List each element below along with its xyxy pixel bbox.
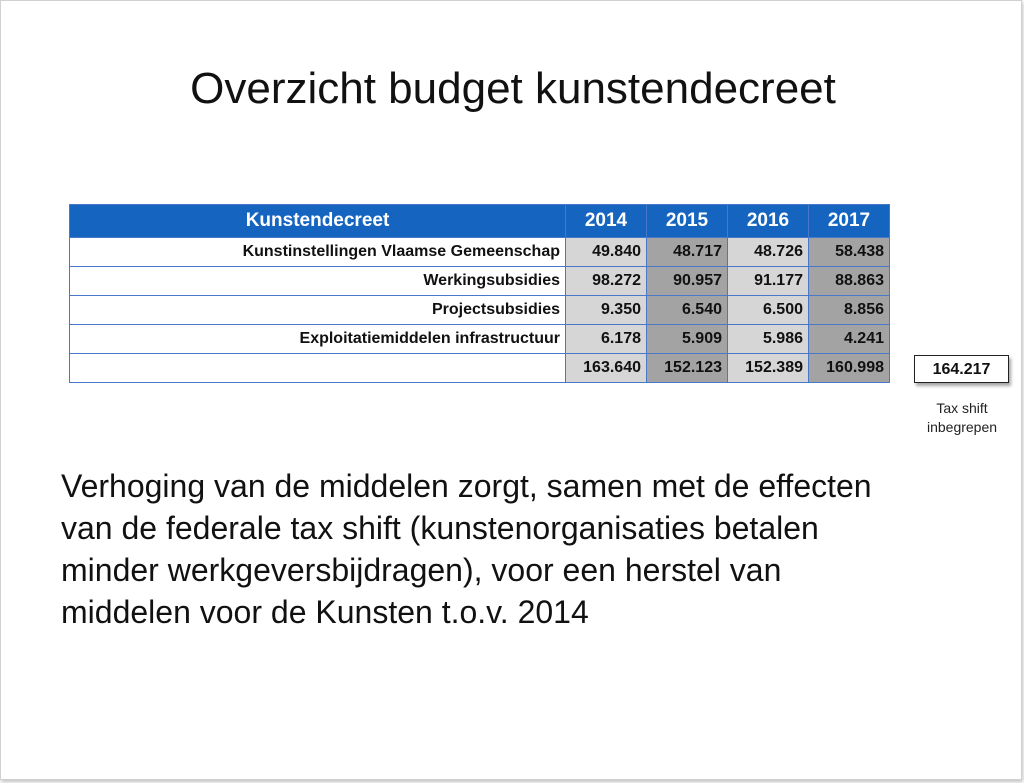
cell-value: 5.986 xyxy=(728,325,809,354)
cell-value: 9.350 xyxy=(566,296,647,325)
body-line: Verhoging van de middelen zorgt, samen met de effecten xyxy=(61,468,872,504)
budget-table xyxy=(69,204,890,383)
cell-value: 48.717 xyxy=(647,238,728,267)
total-box: 164.217 xyxy=(914,355,1009,383)
table-row xyxy=(70,238,890,267)
row-label: Werkingsubsidies xyxy=(70,267,566,296)
table-header-year: 2016 xyxy=(728,205,809,238)
cell-value: 4.241 xyxy=(809,325,890,354)
cell-value: 98.272 xyxy=(566,267,647,296)
row-label: Kunstinstellingen Vlaamse Gemeenschap xyxy=(70,238,566,267)
cell-value: 49.840 xyxy=(566,238,647,267)
cell-total: 160.998 xyxy=(809,354,890,383)
cell-value: 8.856 xyxy=(809,296,890,325)
cell-total: 152.389 xyxy=(728,354,809,383)
cell-value: 6.500 xyxy=(728,296,809,325)
cell-value: 6.540 xyxy=(647,296,728,325)
table-header-row xyxy=(70,205,890,238)
cell-total: 163.640 xyxy=(566,354,647,383)
cell-value: 58.438 xyxy=(809,238,890,267)
table-header-year: 2015 xyxy=(647,205,728,238)
cell-value: 6.178 xyxy=(566,325,647,354)
table-header-label: Kunstendecreet xyxy=(70,205,566,238)
table-row xyxy=(70,267,890,296)
row-label xyxy=(70,354,566,383)
table-row xyxy=(70,325,890,354)
table-header-year: 2014 xyxy=(566,205,647,238)
body-paragraph xyxy=(61,465,991,633)
cell-value: 90.957 xyxy=(647,267,728,296)
cell-value: 5.909 xyxy=(647,325,728,354)
table-header-year: 2017 xyxy=(809,205,890,238)
table-row xyxy=(70,296,890,325)
cell-total: 152.123 xyxy=(647,354,728,383)
tax-shift-note xyxy=(911,399,1013,437)
body-line: van de federale tax shift (kunstenorganisaties betalen xyxy=(61,510,819,546)
slide-title: Overzicht budget kunstendecreet xyxy=(190,64,836,113)
cell-value: 48.726 xyxy=(728,238,809,267)
table-total-row xyxy=(70,354,890,383)
note-line: Tax shift xyxy=(936,400,988,416)
row-label: Projectsubsidies xyxy=(70,296,566,325)
row-label: Exploitatiemiddelen infrastructuur xyxy=(70,325,566,354)
cell-value: 88.863 xyxy=(809,267,890,296)
body-line: middelen voor de Kunsten t.o.v. 2014 xyxy=(61,594,589,630)
body-line: minder werkgeversbijdragen), voor een herstel van xyxy=(61,552,782,588)
cell-value: 91.177 xyxy=(728,267,809,296)
note-line: inbegrepen xyxy=(926,419,998,435)
